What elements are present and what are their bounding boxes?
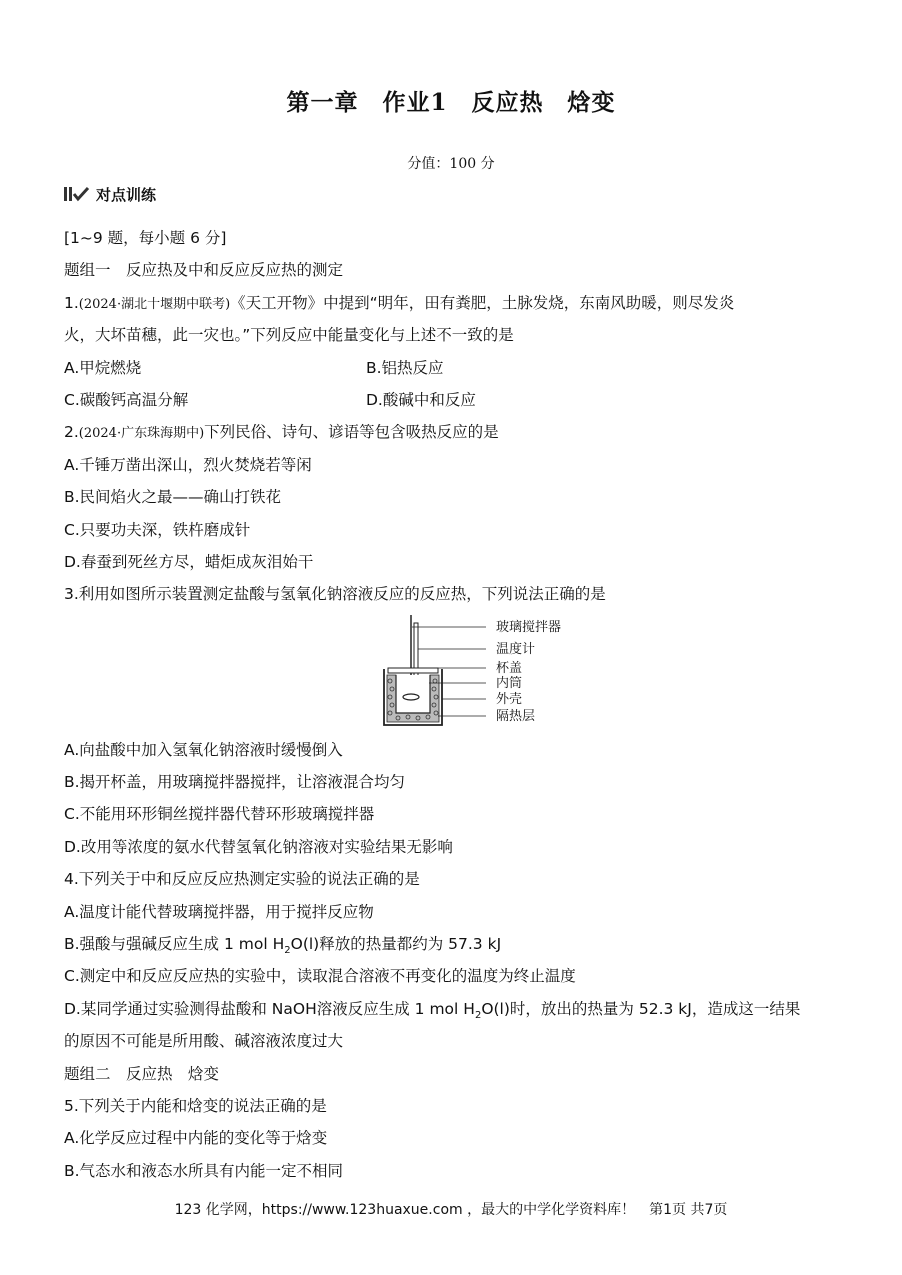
q2-text: 下列民俗、诗句、谚语等包含吸热反应的是 [204, 423, 499, 442]
q4-option-b-sub: 2 [284, 945, 291, 957]
q4-option-d-pre: D.某同学通过实验测得盐酸和 NaOH溶液反应生成 1 mol H [64, 999, 475, 1018]
q4-option-a: A.温度计能代替玻璃搅拌器，用于搅拌反应物 [64, 902, 374, 921]
q1-number: 1. [64, 293, 79, 312]
q4-option-d [64, 993, 834, 1025]
page-title: 第一章 作业1 反应热 焓变 [286, 89, 616, 116]
q4-option-d-line2: 的原因不可能是所用酸、碱溶液浓度过大 [64, 1032, 344, 1051]
group-heading-2: 题组二 反应热 焓变 [64, 1064, 220, 1083]
q1-stem-line1 [64, 287, 834, 319]
label-lid: 杯盖 [496, 660, 523, 676]
q2-option-a: A.千锤万凿出深山，烈火焚烧若等闲 [64, 455, 312, 474]
q2-option-d: D.春蚕到死丝方尽，蜡炬成灰泪始干 [64, 552, 314, 571]
label-outer-shell: 外壳 [496, 691, 523, 707]
q4-option-d-post: O(l)时，放出的热量为 52.3 kJ，造成这一结果 [481, 999, 801, 1018]
q3-option-b: B.揭开杯盖，用玻璃搅拌器搅拌，让溶液混合均匀 [64, 773, 406, 792]
label-insulation: 隔热层 [496, 708, 536, 724]
range-note: [1~9 题，每小题 6 分] [64, 229, 227, 247]
q4-option-b [64, 928, 834, 960]
score-text: 分值：100 分 [407, 156, 495, 172]
q3-option-a: A.向盐酸中加入氢氧化钠溶液时缓慢倒入 [64, 740, 343, 759]
q1-stem-line2: 火，大坏苗穗，此一灾也。”下列反应中能量变化与上述不一致的是 [64, 326, 514, 345]
q1-option-b: B.铝热反应 [366, 358, 444, 377]
q1-option-a: A.甲烷燃烧 [64, 358, 142, 377]
label-thermometer: 温度计 [496, 641, 536, 657]
q2-source: (2024·广东珠海期中) [78, 426, 205, 442]
q3-option-c: C.不能用环形铜丝搅拌器代替环形玻璃搅拌器 [64, 805, 375, 824]
label-stirrer: 玻璃搅拌器 [496, 619, 562, 635]
q4-option-b-post: O(l)释放的热量都约为 57.3 kJ [290, 935, 502, 954]
question-body [64, 222, 834, 1187]
q1-option-d: D.酸碱中和反应 [366, 390, 476, 409]
q3-option-d: D.改用等浓度的氨水代替氢氧化钠溶液对实验结果无影响 [64, 837, 453, 856]
q1-text: 《天工开物》中提到“明年，田有粪肥，土脉发烧，东南风助暖，则尽发炎 [230, 293, 735, 312]
q5-option-b: B.气态水和液态水所具有内能一定不相同 [64, 1161, 344, 1180]
q1-options-row1 [64, 352, 834, 384]
q1-option-c: C.碳酸钙高温分解 [64, 390, 189, 409]
checklist-icon [64, 186, 90, 202]
q2-number: 2. [64, 423, 79, 442]
section-label: 对点训练 [96, 185, 157, 204]
q5-option-a: A.化学反应过程中内能的变化等于焓变 [64, 1129, 328, 1148]
q4-option-b-pre: B.强酸与强碱反应生成 1 mol H [64, 935, 285, 954]
q4-stem: 4.下列关于中和反应反应热测定实验的说法正确的是 [64, 870, 420, 889]
q1-options-row2 [64, 384, 834, 416]
q5-stem: 5.下列关于内能和焓变的说法正确的是 [64, 1096, 327, 1115]
group-heading-1: 题组一 反应热及中和反应反应热的测定 [64, 261, 344, 280]
q2-stem [64, 416, 834, 448]
label-inner-cup: 内筒 [496, 675, 523, 691]
section-header [64, 184, 156, 204]
q4-option-c: C.测定中和反应反应热的实验中，读取混合溶液不再变化的温度为终止温度 [64, 967, 576, 986]
q2-option-b: B.民间焰火之最——确山打铁花 [64, 488, 282, 507]
q2-option-c: C.只要功夫深，铁杵磨成针 [64, 520, 251, 539]
q4-option-d-sub: 2 [474, 1009, 482, 1021]
q1-source: (2024·湖北十堰期中联考) [78, 296, 231, 312]
calorimeter-figure [64, 611, 834, 734]
page-footer: 123 化学网，https://www.123huaxue.com ，最大的中学化学资料库！ 第1页 共7页 [174, 1202, 728, 1218]
q3-stem: 3.利用如图所示装置测定盐酸与氢氧化钠溶液反应的反应热，下列说法正确的是 [64, 585, 606, 604]
